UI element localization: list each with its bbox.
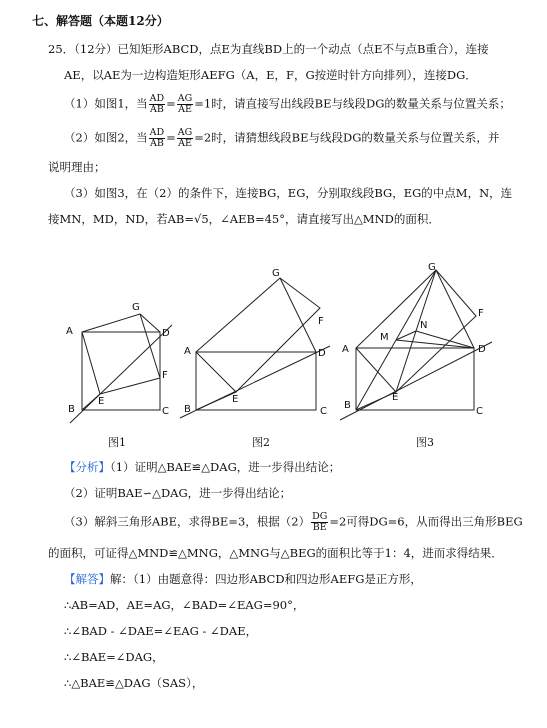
fig3-label-f: F xyxy=(478,308,484,319)
analysis-point-3: （3）解斜三角形ABE，求得BE=3，根据（2） $\frac{DG}{BE}$ =2可得DG=6，从而得出三角形BEG xyxy=(64,511,523,533)
fig2-label-d: D xyxy=(318,348,326,359)
fig2-rect-aefg xyxy=(196,278,320,392)
fig3-label-g: G xyxy=(428,262,436,273)
fig1-label-e: E xyxy=(98,396,105,407)
fig2-segment-dg xyxy=(280,278,316,352)
fig1-label-b: B xyxy=(68,404,75,415)
figure-2-diagram xyxy=(180,278,330,418)
q1-suffix: =1时，请直接写出线段BE与线段DG的数量关系与位置关系； xyxy=(194,96,511,111)
fig3-label-m: M xyxy=(380,332,389,343)
question-3-line-2: 接MN，MD，ND，若AB=√5，∠AEB=45°，请直接写出△MND的面积． xyxy=(48,212,440,226)
question-2: （2）如图2，当 $\frac{AD}{AB}$ = $\frac{AG}{AE}$ =2时，请猜想线段BE与线段DG的数量关系与位置关系，并 xyxy=(64,127,500,149)
q2-fraction-2: $\frac{AG}{AE}$ xyxy=(177,127,193,149)
analysis-line-1 xyxy=(64,460,340,474)
fig3-caption: 图3 xyxy=(416,436,434,449)
q1-fraction-2: $\frac{AG}{AE}$ xyxy=(177,93,193,115)
fig2-caption: 图2 xyxy=(252,436,270,449)
fig1-label-c: C xyxy=(162,406,169,417)
question-2-line-2: 说明理由； xyxy=(48,160,106,174)
analysis-point-3-line-2: 的面积，可证得△MND≌△MNG，△MNG与△BEG的面积比等于1：4，进而求得结果． xyxy=(48,546,503,560)
figure-3-diagram xyxy=(340,270,492,420)
problem-line-2: AE，以AE为一边构造矩形AEFG（A，E，F，G按逆时针方向排列），连接DG． xyxy=(64,68,477,82)
analysis-fraction: $\frac{DG}{BE}$ xyxy=(312,511,328,533)
q2-fraction-1: $\frac{AD}{AB}$ xyxy=(149,127,165,149)
fig2-label-c: C xyxy=(320,406,327,417)
solution-step-1: ∴AB=AD，AE=AG，∠BAD=∠EAG=90°， xyxy=(64,598,305,612)
fig2-label-b: B xyxy=(184,404,191,415)
question-1: （1）如图1，当 $\frac{AD}{AB}$ = $\frac{AG}{AE}$ =1时，请直接写出线段BE与线段DG的数量关系与位置关系； xyxy=(64,93,511,115)
fig2-segment-be xyxy=(196,392,239,410)
fig3-segment-md xyxy=(396,340,474,348)
fig1-line-bd xyxy=(70,325,172,423)
fig1-label-f: F xyxy=(162,370,168,381)
figure-1-diagram xyxy=(70,314,172,423)
fig3-label-b: B xyxy=(344,400,351,411)
q1-prefix: （1）如图1，当 xyxy=(64,96,148,111)
fig2-label-a: A xyxy=(184,346,191,357)
analysis-tag: 【分析】 xyxy=(64,460,110,474)
fig2-label-e: E xyxy=(232,394,239,405)
fig1-square-aefg xyxy=(82,314,160,394)
fig3-label-d: D xyxy=(478,344,486,355)
fig3-label-a: A xyxy=(342,344,349,355)
analysis-point-1: （1）证明△BAE≌△DAG，进一步得出结论； xyxy=(110,460,341,474)
q1-fraction-1: $\frac{AD}{AB}$ xyxy=(149,93,165,115)
question-3-line-1: （3）如图3，在（2）的条件下，连接BG，EG，分别取线段BG，EG的中点M，N，连 xyxy=(64,186,513,200)
section-heading: 七、解答题（本题12分） xyxy=(32,14,169,28)
fig3-label-e: E xyxy=(392,392,399,403)
fig2-label-g: G xyxy=(272,268,280,279)
analysis-point-2: （2）证明BAE∽△DAG，进一步得出结论； xyxy=(64,486,292,500)
solution-step-2: ∴∠BAD - ∠DAE=∠EAG - ∠DAE， xyxy=(64,624,258,638)
fig2-label-f: F xyxy=(318,316,324,327)
fig3-label-n: N xyxy=(420,320,428,331)
q2-prefix: （2）如图2，当 xyxy=(64,130,148,145)
solution-intro: 【解答】解：（1）由题意得：四边形ABCD和四边形AEFG是正方形， xyxy=(64,572,422,586)
fig3-segment-be xyxy=(356,392,399,410)
solution-step-3: ∴∠BAE=∠DAG， xyxy=(64,650,164,664)
fig3-label-c: C xyxy=(476,406,483,417)
solution-tag: 【解答】 xyxy=(64,572,110,586)
fig1-label-a: A xyxy=(66,326,73,337)
fig1-label-g: G xyxy=(132,302,140,313)
fig3-line-bd xyxy=(340,342,492,420)
solution-step-4: ∴△BAE≌△DAG（SAS）， xyxy=(64,676,204,690)
fig1-label-d: D xyxy=(162,328,170,339)
q2-suffix: =2时，请猜想线段BE与线段DG的数量关系与位置关系，并 xyxy=(194,130,500,145)
problem-line-1: 25．（12分）已知矩形ABCD，点E为直线BD上的一个动点（点E不与点B重合），连接 xyxy=(48,42,489,56)
fig1-caption: 图1 xyxy=(108,436,126,449)
